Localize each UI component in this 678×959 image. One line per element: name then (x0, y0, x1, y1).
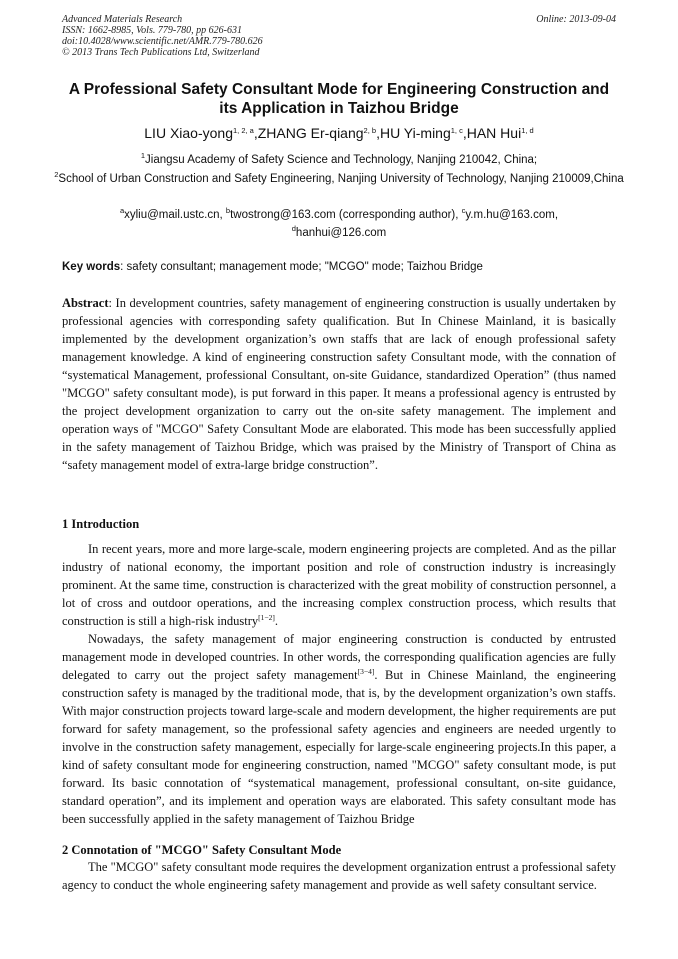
author-sup: 2, b (363, 126, 377, 135)
issn-line: ISSN: 1662-8985, Vols. 779-780, pp 626-631 (62, 25, 242, 36)
email-a[interactable]: xyliu@mail.ustc.cn, (124, 209, 226, 221)
affiliation-2: $^2$School of Urban Construction and Safety Engineering, Nanjing University of Technology, Nanjing 210009,China (54, 170, 624, 185)
email-line-2: $^d$hanhui@126.com (291, 224, 387, 239)
author-sup: 1, 2, a (232, 126, 254, 135)
author-sup: 1, d (521, 126, 534, 135)
intro-paragraph-2: Nowadays, the safety management of major engineering construction is conducted by entrusted management mode in developed countries. In other words, the corresponding qualification agencies are fully delegated to carry out the project safety management[3−4]. But in Chinese Mainland, the engineering construction safety is managed by the traditional mode, that is, by the development organization’s own staffs. With major construction projects toward large-scale and modern development, the higher requirements are put forward for safety management, so the professional safety agencies and engineers are needed urgently to involve in the construction safety management, especially for large-scale engineering projects.In this paper, a kind of safety consultant mode for engineering construction, named "MCGO" safety consultant mode, is put forward. Its basic connotation of “systematical management, professional consultant, on-site guidance, standard operation”, and its implement and operation ways are elaborated. This safety consultant mode has been successfully applied in the safety management of Taizhou Bridge (62, 632, 616, 826)
email-c[interactable]: y.m.hu@163.com, (465, 209, 559, 221)
keywords-text: : safety consultant; management mode; "MCGO" mode; Taizhou Bridge (120, 261, 483, 273)
online-date: Online: 2013-09-04 (536, 14, 616, 25)
journal-name: Advanced Materials Research (62, 14, 183, 25)
abstract-label: Abstract (62, 296, 109, 310)
keywords-label: Key words (62, 261, 121, 273)
author-sup: 1, c (450, 126, 463, 135)
intro-paragraph-1: In recent years, more and more large-scale, modern engineering projects are completed. And as the pillar industry of national economy, the important position and role of construction industry is increasingly prominent. At the same time, construction is characterized with the great mobility of construction personnel, a lot of cross and outdoor operations, and the increasing complex construction process, which results that construction is still a high-risk industry[1−2]. (62, 542, 616, 628)
email-d[interactable]: hanhui@126.com (295, 227, 387, 239)
author-name: HU Yi-ming (379, 125, 451, 141)
keywords (62, 259, 616, 275)
abstract (62, 294, 616, 474)
journal-header (62, 14, 616, 58)
author-name: HAN Hui (466, 125, 522, 141)
citation-ref[interactable]: [1−2] (258, 613, 275, 622)
author-line: LIU Xiao-yong$^{1, 2, a}$,ZHANG Er-qiang$^{2, b}$,HU Yi-ming$^{1, c}$,HAN Hui$^{1, d}$ (144, 125, 534, 141)
abstract-text: : In development countries, safety management of engineering construction is usually undertaken by professional agencies with corresponding safety qualification. But In Chinese Mainland, it is basically implemented by the development organization’s own staffs that are lack of enough professional safety management knowledge. A kind of engineering construction safety Consultant mode, with the connation of “systematical Management, professional Consultant, on-site Guidance, standardized Operation” (thus named "MCGO" safety consultant mode), is put forward in this paper. It means a professional agency is entrusted by the project development organization to carry out the on-site safety management. The implement and operation ways of "MCGO" Safety Consultant Mode are elaborated. This mode has been successfully applied in the safety management of Taizhou Bridge, which was praised by the Ministry of Transport of China as “safety management model of extra-large bridge construction”. (62, 296, 616, 472)
section-2-heading: 2 Connotation of "MCGO" Safety Consultant Mode (62, 843, 342, 857)
doi-line: doi:10.4028/www.scientific.net/AMR.779-780.626 (62, 36, 263, 47)
citation-ref[interactable]: [3−4] (357, 667, 375, 676)
section-2-paragraph-1: The "MCGO" safety consultant mode requires the development organization entrust a professional safety agency to conduct the whole engineering safety management and provide as well safety consultant service. (62, 860, 616, 892)
author-name: ZHANG Er-qiang (257, 125, 364, 141)
email-b[interactable]: twostrong@163.com (corresponding author), (230, 209, 462, 221)
affiliation-1: $^1$Jiangsu Academy of Safety Science and Technology, Nanjing 210042, China; (140, 151, 538, 166)
author-name: LIU Xiao-yong (144, 125, 233, 141)
section-1-heading: 1 Introduction (62, 517, 140, 531)
email-line-1: $^a$xyliu@mail.ustc.cn, $^b$twostrong@163.com (corresponding author), $^c$y.m.hu@163.com, (119, 206, 559, 221)
copyright-line: © 2013 Trans Tech Publications Ltd, Switzerland (62, 47, 260, 58)
paper-title: A Professional Safety Consultant Mode for Engineering Construction and its Application in Taizhou Bridge (68, 81, 610, 117)
